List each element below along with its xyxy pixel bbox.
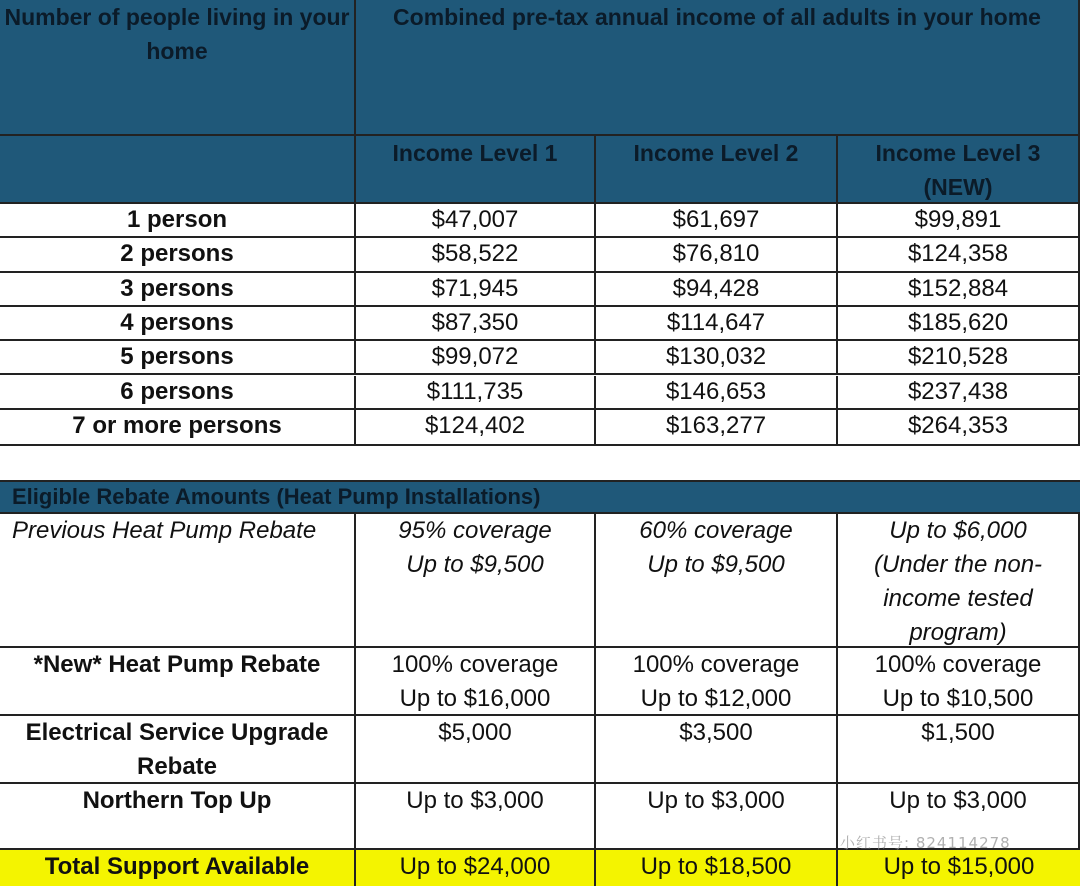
total-support-l3-value: Up to $15,000: [883, 853, 1035, 880]
household-size-cell: [0, 204, 356, 238]
income-threshold-cell: [356, 376, 596, 410]
previous-rebate-l1-line: 95% coverage: [398, 517, 552, 544]
electrical-rebate-label-line: Electrical Service Upgrade: [25, 719, 329, 746]
previous-rebate-label-text: Previous Heat Pump Rebate: [12, 517, 317, 544]
previous-rebate-l3-line: income tested: [883, 585, 1033, 612]
electrical-rebate-l2: [596, 716, 838, 784]
income-level-2-label: Income Level 2: [633, 140, 799, 166]
previous-rebate-l3-line: Up to $6,000: [889, 517, 1027, 544]
income-threshold-value: $94,428: [672, 274, 760, 302]
northern-topup-l3-value: Up to $3,000: [889, 787, 1027, 814]
household-size-text: 2 persons: [120, 240, 234, 268]
blank-header-cell: [0, 136, 356, 204]
total-support-l1-value: Up to $24,000: [399, 853, 551, 880]
northern-topup-l1-value: Up to $3,000: [406, 787, 544, 814]
previous-rebate-l2-line: Up to $9,500: [647, 551, 785, 578]
previous-rebate-l3-line: program): [909, 619, 1007, 646]
household-size-cell: [0, 341, 356, 375]
income-threshold-cell: [838, 376, 1080, 410]
northern-topup-l2: [596, 784, 838, 850]
income-threshold-value: $124,358: [907, 240, 1009, 268]
new-rebate-l2-line: Up to $12,000: [640, 685, 792, 712]
household-size-text: 1 person: [126, 206, 228, 233]
electrical-rebate-l1: [356, 716, 596, 784]
rebate-section-header-text: Eligible Rebate Amounts (Heat Pump Installations): [12, 484, 541, 509]
previous-rebate-l3: [838, 514, 1080, 648]
electrical-rebate-l3: [838, 716, 1080, 784]
income-threshold-value: $130,032: [665, 343, 767, 371]
total-support-label: [0, 850, 356, 886]
previous-rebate-l3-line: (Under the non-: [873, 551, 1043, 578]
household-size-text: 4 persons: [120, 308, 234, 336]
new-rebate-l3: [838, 648, 1080, 716]
income-level-2-header: [596, 136, 838, 204]
electrical-rebate-l1-value: $5,000: [438, 719, 512, 746]
income-threshold-value: $71,945: [431, 274, 519, 302]
household-size-cell: [0, 273, 356, 307]
income-level-3-label: Income Level 3: [875, 140, 1041, 166]
household-size-text: 7 or more persons: [72, 411, 282, 439]
income-level-1-header: [356, 136, 596, 204]
new-rebate-l1: [356, 648, 596, 716]
income-threshold-cell: [596, 376, 838, 410]
income-threshold-cell: [838, 273, 1080, 307]
income-threshold-value: $124,402: [424, 411, 526, 439]
household-size-text: 6 persons: [120, 377, 234, 405]
household-size-text: 5 persons: [120, 343, 234, 371]
new-rebate-l2-line: 100% coverage: [632, 651, 800, 678]
income-threshold-value: $146,653: [665, 377, 767, 405]
northern-topup-label-text: Northern Top Up: [82, 787, 272, 814]
new-rebate-label-text: *New* Heat Pump Rebate: [33, 651, 321, 678]
electrical-rebate-label-line: Rebate: [136, 753, 218, 780]
income-threshold-cell: [596, 341, 838, 375]
previous-rebate-l2: [596, 514, 838, 648]
income-threshold-cell: [838, 410, 1080, 446]
income-threshold-cell: [356, 307, 596, 341]
income-level-3-header: [838, 136, 1080, 204]
previous-rebate-label: [0, 514, 356, 648]
income-threshold-cell: [596, 410, 838, 446]
income-threshold-cell: [356, 341, 596, 375]
electrical-rebate-label: [0, 716, 356, 784]
total-support-l3: [838, 850, 1080, 886]
income-threshold-value: $87,350: [431, 308, 519, 336]
rebate-section-header: [0, 482, 1080, 514]
income-threshold-value: $99,891: [914, 206, 1002, 233]
household-size-text: 3 persons: [120, 274, 234, 302]
previous-rebate-l1-line: Up to $9,500: [406, 551, 544, 578]
northern-topup-l1: [356, 784, 596, 850]
electrical-rebate-l3-value: $1,500: [921, 719, 995, 746]
income-threshold-value: $210,528: [907, 343, 1009, 371]
new-rebate-l3-line: 100% coverage: [874, 651, 1042, 678]
income-threshold-cell: [838, 341, 1080, 375]
income-threshold-value: $99,072: [431, 343, 519, 371]
total-support-l1: [356, 850, 596, 886]
income-column-header: [356, 0, 1080, 136]
household-size-cell: [0, 238, 356, 272]
watermark-text: 小红书号: 824114278: [840, 834, 1011, 852]
income-threshold-cell: [838, 204, 1080, 238]
income-threshold-cell: [596, 273, 838, 307]
income-threshold-value: $264,353: [907, 411, 1009, 439]
total-support-label-text: Total Support Available: [44, 853, 310, 880]
income-level-1-label: Income Level 1: [392, 140, 558, 166]
income-threshold-value: $237,438: [907, 377, 1009, 405]
household-size-cell: [0, 410, 356, 446]
total-support-l2: [596, 850, 838, 886]
income-level-3-new-tag: (NEW): [923, 174, 993, 200]
income-threshold-cell: [596, 204, 838, 238]
new-rebate-l2: [596, 648, 838, 716]
income-threshold-cell: [356, 238, 596, 272]
income-threshold-value: $76,810: [672, 240, 760, 268]
income-threshold-value: $58,522: [431, 240, 519, 268]
income-threshold-value: $152,884: [907, 274, 1009, 302]
previous-rebate-l2-line: 60% coverage: [639, 517, 793, 544]
income-threshold-cell: [838, 307, 1080, 341]
income-threshold-cell: [596, 238, 838, 272]
income-column-header-text: Combined pre-tax annual income of all adults in your home: [393, 4, 1041, 30]
income-threshold-cell: [356, 204, 596, 238]
income-threshold-cell: [356, 410, 596, 446]
northern-topup-l2-value: Up to $3,000: [647, 787, 785, 814]
electrical-rebate-l2-value: $3,500: [679, 719, 753, 746]
income-threshold-value: $61,697: [672, 206, 760, 233]
income-threshold-value: $111,735: [426, 377, 524, 405]
income-threshold-cell: [356, 273, 596, 307]
income-threshold-cell: [838, 238, 1080, 272]
new-rebate-l1-line: 100% coverage: [391, 651, 559, 678]
income-threshold-value: $47,007: [431, 206, 519, 233]
new-rebate-l1-line: Up to $16,000: [399, 685, 551, 712]
previous-rebate-l1: [356, 514, 596, 648]
new-rebate-label: [0, 648, 356, 716]
total-support-l2-value: Up to $18,500: [640, 853, 792, 880]
income-threshold-value: $163,277: [665, 411, 767, 439]
household-size-cell: [0, 307, 356, 341]
people-column-header-text: Number of people living in your home: [4, 4, 350, 64]
spacer-row: [0, 444, 1080, 482]
northern-topup-label: [0, 784, 356, 850]
income-threshold-value: $114,647: [666, 308, 766, 336]
income-threshold-cell: [596, 307, 838, 341]
household-size-cell: [0, 376, 356, 410]
people-column-header: [0, 0, 356, 136]
new-rebate-l3-line: Up to $10,500: [882, 685, 1034, 712]
income-threshold-value: $185,620: [907, 308, 1009, 336]
